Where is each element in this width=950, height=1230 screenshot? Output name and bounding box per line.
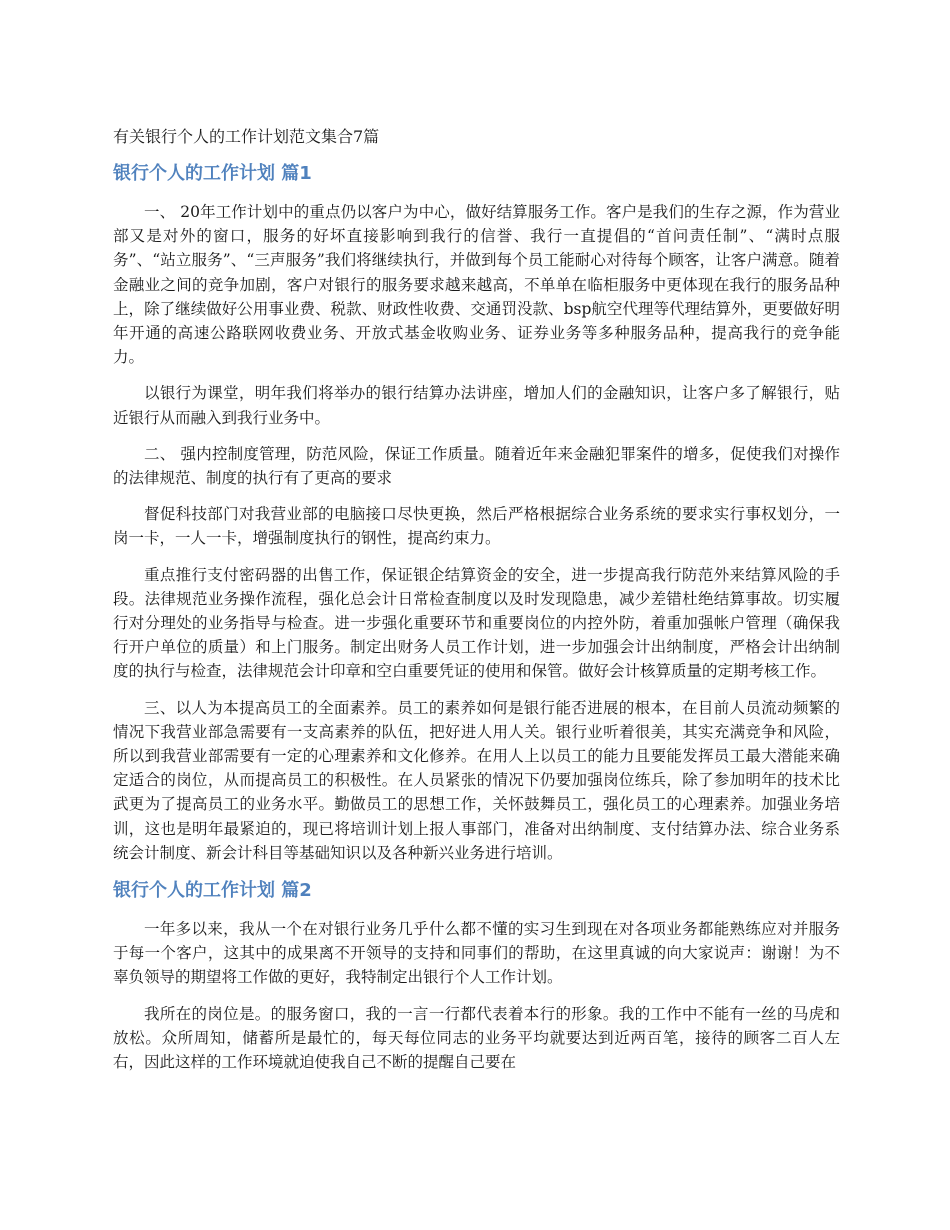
document-title: 有关银行个人的工作计划范文集合7篇: [113, 127, 380, 146]
document-page: [113, 124, 840, 1086]
paragraph: 一年多以来，我从一个在对银行业务几乎什么都不懂的实习生到现在对各项业务都能熟练应对并服务于每一个客户，这其中的成果离不开领导的支持和同事们的帮助，在这里真诚的向大家说声：谢谢！为不辜负领导的期望将工作做的更好，我特制定出银行个人工作计划。: [113, 920, 840, 987]
paragraph: 以银行为课堂，明年我们将举办的银行结算办法讲座，增加人们的金融知识，让客户多了解银行，贴近银行从而融入到我行业务中。: [113, 384, 840, 427]
section-heading: 银行个人的工作计划 篇1: [113, 163, 312, 184]
paragraph: 三、以人为本提高员工的全面素养。员工的素养如何是银行能否进展的根本，在目前人员流动频繁的情况下我营业部急需要有一支高素养的队伍，把好进人用人关。银行业听着很美，其实充满竞争和风险，所以到我营业部需要有一定的心理素养和文化修养。在用人上以员工的能力且要能发挥员工最大潜能来确定适合的岗位，从而提高员工的积极性。在人员紧张的情况下仍要加强岗位练兵，除了参加明年的技术比武更为了提高员工的业务水平。勤做员工的思想工作，关怀鼓舞员工，强化员工的心理素养。加强业务培训，这也是明年最紧迫的，现已将培训计划上报人事部门，准备对出纳制度、支付结算办法、综合业务系统会计制度、新会计科目等基础知识以及各种新兴业务进行培训。: [113, 698, 840, 862]
section-heading: 银行个人的工作计划 篇2: [113, 880, 312, 902]
paragraph: 二、 强内控制度管理，防范风险，保证工作质量。随着近年来金融犯罪案件的增多，促使我们对操作的法律规范、制度的执行有了更高的要求: [113, 444, 840, 488]
paragraph: 重点推行支付密码器的出售工作，保证银企结算资金的安全，进一步提高我行防范外来结算风险的手段。法律规范业务操作流程，强化总会计日常检查制度以及时发现隐患，减少差错杜绝结算事故。切实履行对分理处的业务指导与检查。进一步强化重要环节和重要岗位的内控外防，着重加强帐户管理（确保我行开户单位的质量）和上门服务。制定出财务人员工作计划，进一步加强会计出纳制度，严格会计出纳制度的执行与检查，法律规范会计印章和空白重要凭证的使用和保管。做好会计核算质量的定期考核工作。: [113, 565, 840, 681]
section-1: [113, 160, 840, 865]
paragraph: 一、 20年工作计划中的重点仍以客户为中心，做好结算服务工作。客户是我们的生存之源，作为营业部又是对外的窗口，服务的好坏直接影响到我行的信誉、我行一直提倡的“首问责任制”、“满时点服务”、“站立服务”、“三声服务”我们将继续执行，并做到每个员工能耐心对待每个顾客，让客户满意。随着金融业之间的竞争加剧，客户对银行的服务要求越来越高，不单单在临柜服务中更体现在我行的服务品种上，除了继续做好公用事业费、税款、财政性收费、交通罚没款、bsp航空代理等代理结算外，更要做好明年开通的高速公路联网收费业务、开放式基金收购业务、证券业务等多种服务品种，提高我行的竞争能力。: [113, 203, 840, 367]
paragraph: 督促科技部门对我营业部的电脑接口尽快更换，然后严格根据综合业务系统的要求实行事权划分，一岗一卡，一人一卡，增强制度执行的钢性，提高约束力。: [113, 505, 840, 548]
section-2: [113, 877, 840, 1074]
paragraph: 我所在的岗位是。的服务窗口，我的一言一行都代表着本行的形象。我的工作中不能有一丝的马虎和放松。众所周知，储蓄所是最忙的，每天每位同志的业务平均就要达到近两百笔，接待的顾客二百人左右，因此这样的工作环境就迫使我自己不断的提醒自己要在: [113, 1004, 840, 1072]
